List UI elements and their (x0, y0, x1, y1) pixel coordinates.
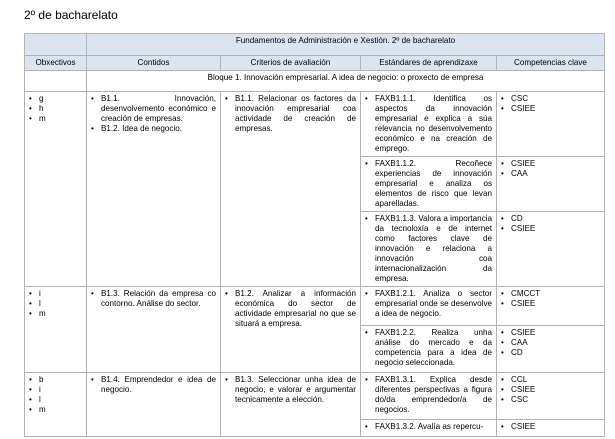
competences-cell (497, 92, 605, 157)
competences-cell (497, 326, 605, 373)
objective-item: • b (29, 375, 82, 385)
competence-item: • CSIEE (501, 328, 600, 338)
competences-cell (497, 373, 605, 420)
objective-item: • l (29, 395, 82, 405)
standard-cell (361, 157, 497, 212)
competence-item: • CAA (501, 169, 600, 179)
column-header-standards: Estándares de aprendizaxe (361, 56, 497, 71)
competence-item: • CD (501, 348, 600, 358)
standard-item: • FAXB1.1.2. Recoñece experiencias de innovación empresarial e analiza os elementos de risco que levan aparelladas. (365, 159, 492, 209)
column-header-contents: Contidos (87, 56, 221, 71)
competence-item: • CSIEE (501, 159, 600, 169)
page-title: 2º de bacharelato (24, 8, 118, 22)
competence-item: • CMCCT (501, 289, 600, 299)
criterion-item: • B1.1. Relacionar os factores da innovación empresarial coa actividade de creación de empresas. (225, 94, 356, 134)
objective-item: • l (29, 299, 82, 309)
standard-item: • FAXB1.2.1. Analiza o sector empresarial onde se desenvolve a idea de negocio. (365, 289, 492, 319)
competence-item: • CSIEE (501, 422, 600, 432)
competence-item: • CSIEE (501, 299, 600, 309)
standard-cell (361, 92, 497, 157)
criterion-item: • B1.3. Seleccionar unha idea de negocio, e valorar e argumentar tecnicamente a elección. (225, 375, 356, 405)
content-item: • B1.4. Emprendedor e idea de negocio. (91, 375, 216, 395)
competences-cell (497, 157, 605, 212)
criteria-cell (221, 287, 361, 373)
competence-item: • CSIEE (501, 385, 600, 395)
competence-item: • CD (501, 214, 600, 224)
standard-cell (361, 326, 497, 373)
contents-cell (87, 373, 221, 437)
criteria-cell (221, 92, 361, 287)
competence-item: • CAA (501, 338, 600, 348)
objective-item: • h (29, 104, 82, 114)
table-row (25, 373, 605, 420)
objectives-cell (25, 287, 87, 373)
standard-cell (361, 287, 497, 326)
contents-cell (87, 92, 221, 287)
objectives-cell (25, 92, 87, 287)
column-header-criteria: Criterios de avaliación (221, 56, 361, 71)
objective-item: • i (29, 289, 82, 299)
content-item: • B1.2. Idea de negocio. (91, 124, 216, 134)
column-header-competences: Competencias clave (497, 56, 605, 71)
contents-cell (87, 287, 221, 373)
standard-item: • FAXB1.3.2. Avalía as repercu- (365, 422, 492, 432)
objective-item: • g (29, 94, 82, 104)
objective-item: • i (29, 385, 82, 395)
standard-cell (361, 212, 497, 287)
standard-cell (361, 420, 497, 437)
objective-item: • m (29, 114, 82, 124)
standard-item: • FAXB1.1.3. Valora a importancia da tecnoloxía e de internet como factores clave de innovación e relaciona a innovación coa internacionalización da empresa. (365, 214, 492, 284)
competences-cell (497, 420, 605, 437)
table-row (25, 287, 605, 326)
curriculum-table (24, 33, 605, 437)
objective-item: • m (29, 405, 82, 415)
standard-item: • FAXB1.1.1. Identifica os aspectos da innovación empresarial e explica a súa relevancia no desenvolvemento económico e na creación de emprego. (365, 94, 492, 154)
table-row (25, 92, 605, 157)
competences-cell (497, 212, 605, 287)
competence-item: • CSC (501, 94, 600, 104)
criteria-cell (221, 373, 361, 437)
criterion-item: • B1.2. Analizar a información económica do sector de actividade empresarial no que se situará a empresa. (225, 289, 356, 329)
subject-header: Fundamentos de Administración e Xestión. 2º de bacharelato (87, 34, 605, 56)
content-item: • B1.3. Relación da empresa co contorno. Análise do sector. (91, 289, 216, 309)
competence-item: • CSIEE (501, 104, 600, 114)
objective-item: • m (29, 309, 82, 319)
content-item: • B1.1. Innovación, desenvolvemento económico e creación de empresas. (91, 94, 216, 124)
competences-cell (497, 287, 605, 326)
objectives-cell (25, 373, 87, 437)
standard-item: • FAXB1.3.1. Explica desde diferentes perspectivas a figura do/da emprendedor/a de negocios. (365, 375, 492, 415)
competence-item: • CCL (501, 375, 600, 385)
block-title: Bloque 1. Innovación empresarial. A idea de negocio: o proxecto de empresa (87, 71, 605, 92)
competence-item: • CSIEE (501, 224, 600, 234)
competence-item: • CSC (501, 395, 600, 405)
standard-item: • FAXB1.2.2. Realiza unha análise do mercado e da competencia para a idea de negocio seleccionada. (365, 328, 492, 368)
column-header-objectives: Obxectivos (25, 56, 87, 71)
standard-cell (361, 373, 497, 420)
